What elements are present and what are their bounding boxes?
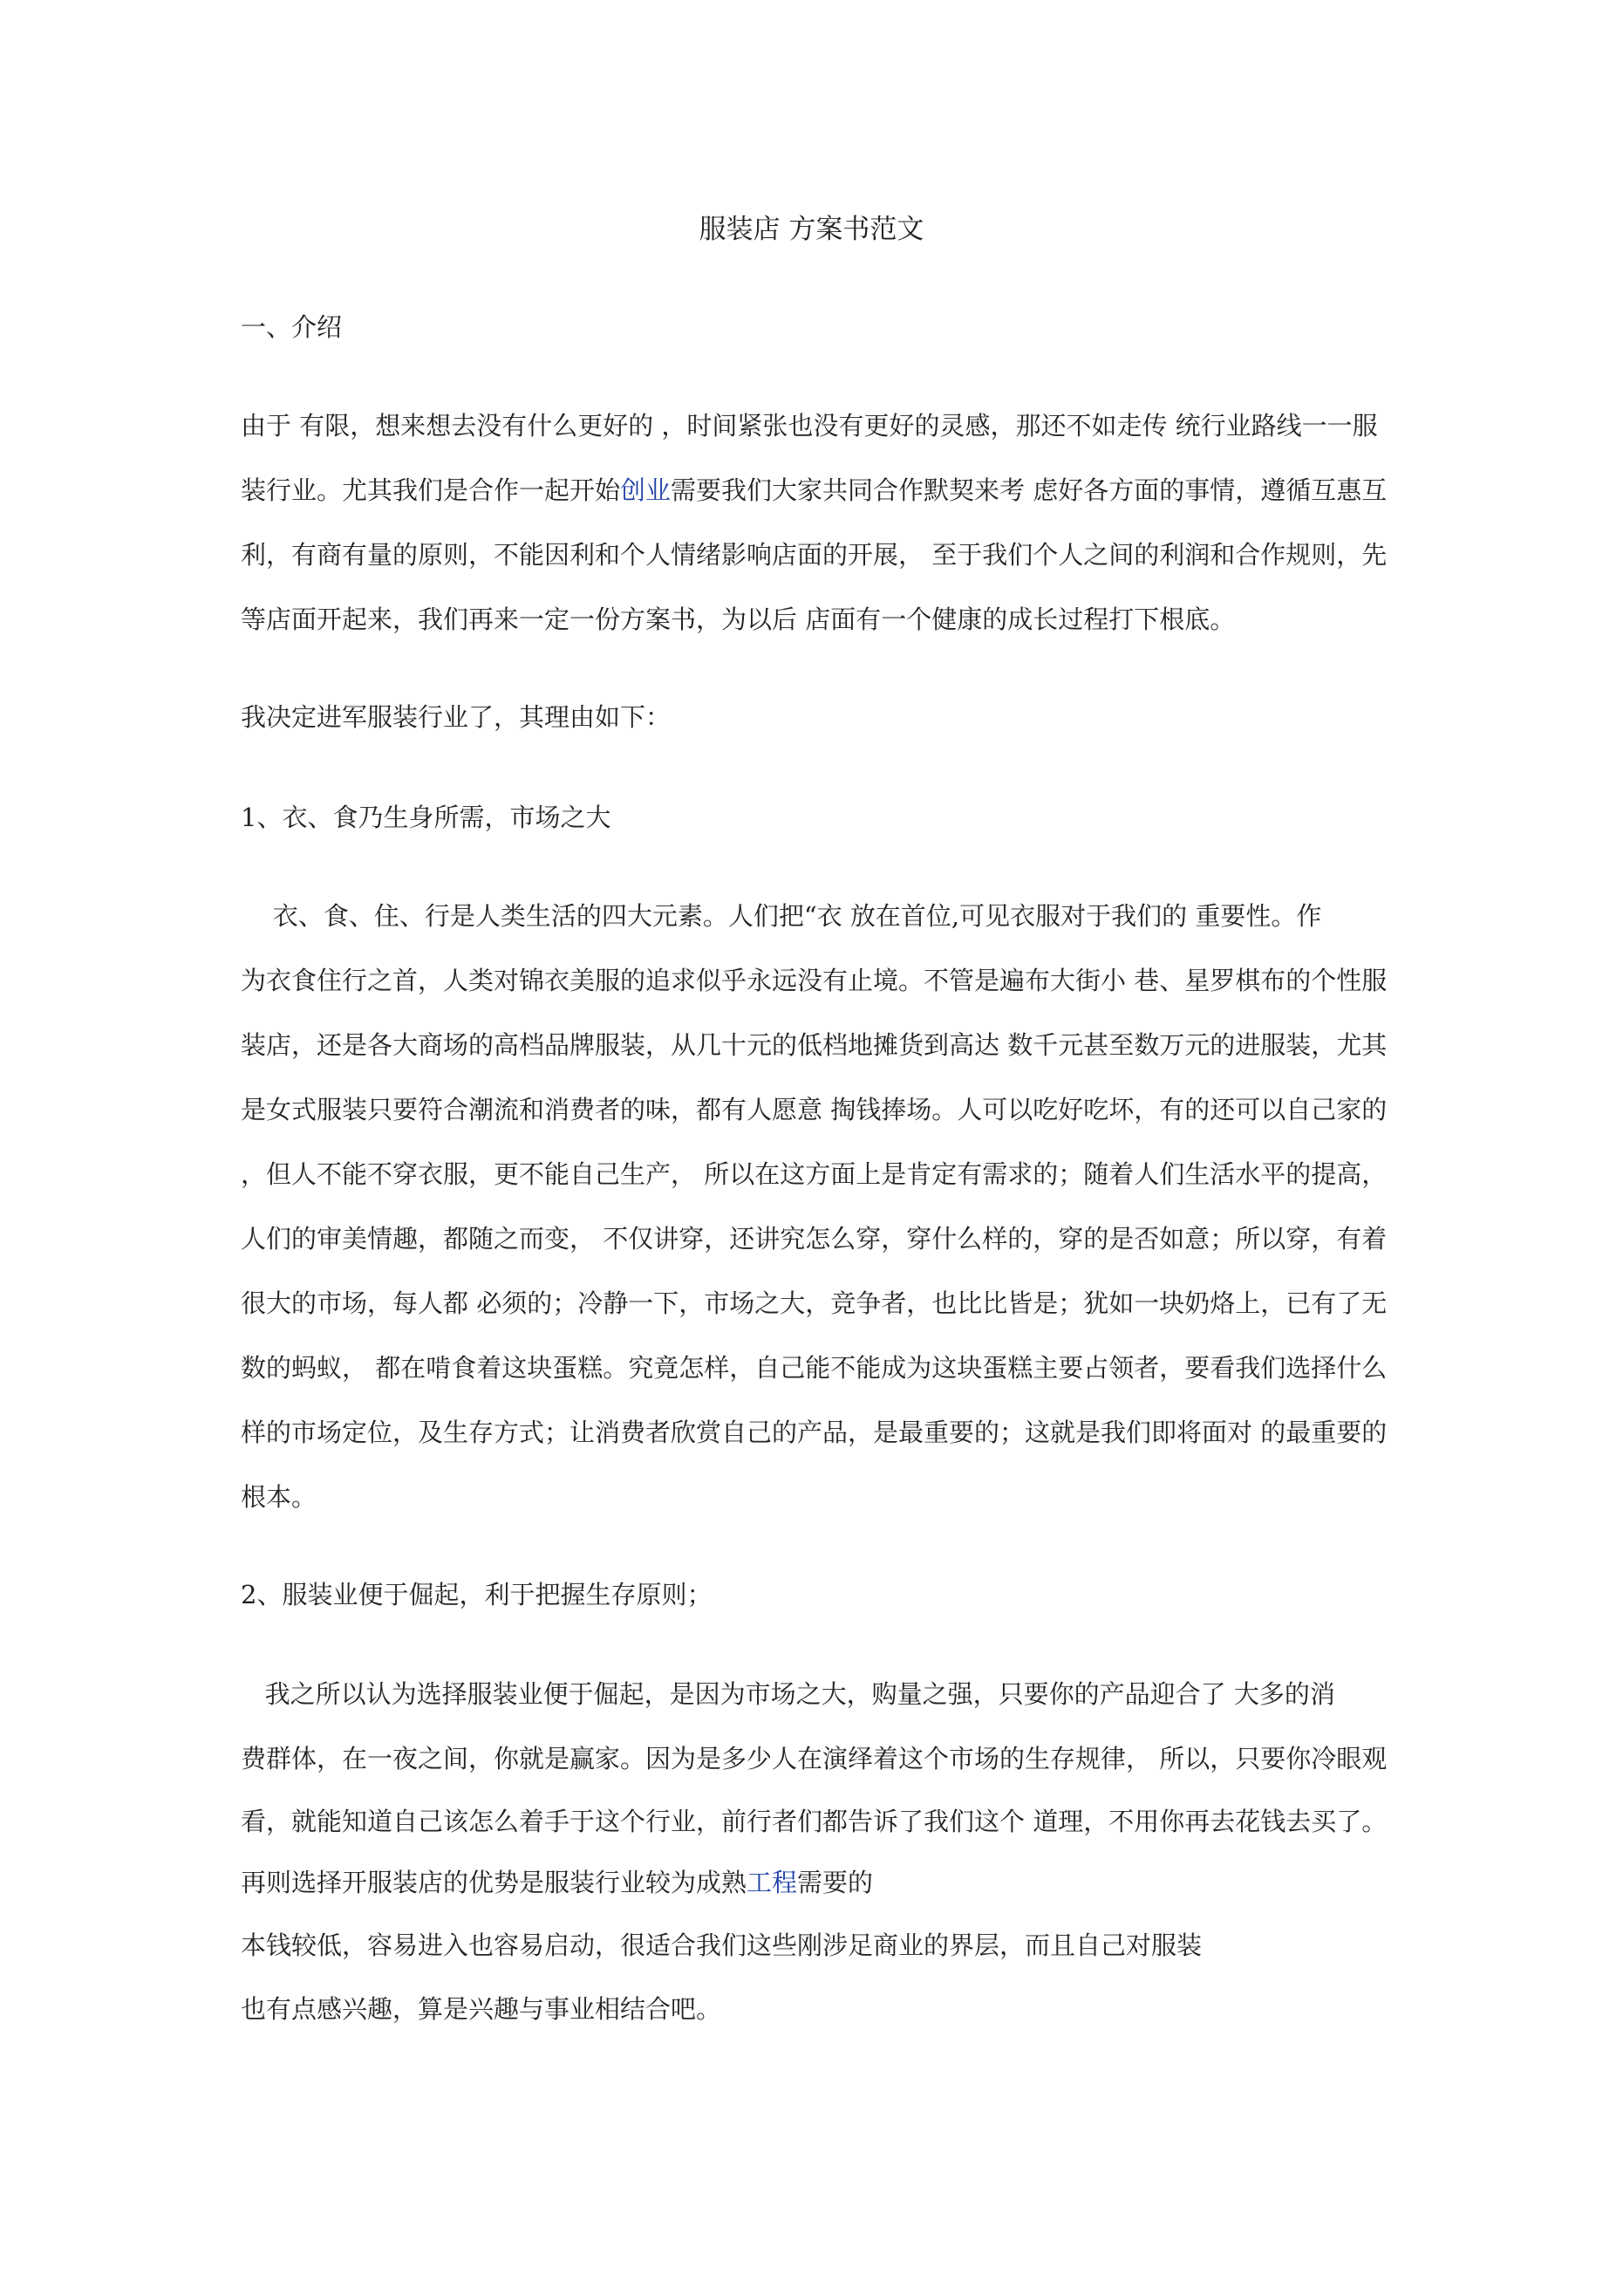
paragraph-line: 人们的审美情趣，都随之而变， 不仅讲穿，还讲究怎么穿，穿什么样的，穿的是否如意；所以穿，有着: [241, 1224, 1388, 1254]
paragraph-line: 我之所以认为选择服装业便于倔起，是因为市场之大，购量之强，只要你的产品迎合了 大多的消: [241, 1679, 1335, 1709]
paragraph-line: 费群体，在一夜之间，你就是赢家。因为是多少人在演绎着这个市场的生存规律， 所以，只要你冷眼观: [241, 1744, 1388, 1773]
paragraph-line: [241, 473, 1387, 508]
paragraph-line: 看，就能知道自己该怎么着手于这个行业，前行者们都告诉了我们这个 道理，不用你再去花钱去买了。: [241, 1807, 1388, 1836]
paragraph-line: 也有点感兴趣，算是兴趣与事业相结合吧。: [241, 1994, 722, 2024]
paragraph-line: 装店，还是各大商场的高档品牌服装，从几十元的低档地摊货到高达 数千元甚至数万元的进服装，尤其: [241, 1030, 1388, 1060]
paragraph-line: 由于 有限，想来想去没有什么更好的 ，时间紧张也没有更好的灵感，那还不如走传 统行业路线一一服: [241, 411, 1378, 441]
text-segment: 需要我们大家共同合作默契来考 虑好各方面的事情，遵循互惠互: [671, 475, 1388, 505]
paragraph-line: 样的市场定位，及生存方式；让消费者欣赏自己的产品，是最重要的；这就是我们即将面对 的最重要的: [241, 1418, 1388, 1447]
paragraph-line: 为衣食住行之首，人类对锦衣美服的追求似乎永远没有止境。不管是遍布大街小 巷、星罗棋布的个性服: [241, 966, 1388, 995]
text-segment: 需要的: [797, 1868, 874, 1897]
paragraph-line: 很大的市场，每人都 必须的；冷静一下，市场之大，竞争者，也比比皆是；犹如一块奶烙上，已有了无: [241, 1288, 1388, 1318]
paragraph-line: 衣、食、住、行是人类生活的四大元素。人们把“衣 放在首位,可见衣服对于我们的 重要性。作: [241, 901, 1322, 931]
paragraph-line: [241, 1865, 873, 1900]
project-link[interactable]: 工程: [747, 1868, 798, 1897]
document-title: 服装店 方案书范文: [699, 214, 924, 245]
section-heading-growth: 2、服装业便于倔起，利于把握生存原则；: [241, 1580, 713, 1609]
section-heading-intro: 一、介绍: [241, 312, 343, 342]
section-heading-market: 1、衣、食乃生身所需，市场之大: [241, 803, 611, 832]
paragraph-line: 是女式服装只要符合潮流和消费者的味，都有人愿意 掏钱捧场。人可以吃好吃坏，有的还可以自己家的: [241, 1095, 1388, 1124]
text-segment: 装行业。尤其我们是合作一起开始: [241, 475, 621, 505]
paragraph-line: 利，有商有量的原则，不能因利和个人情绪影响店面的开展， 至于我们个人之间的利润和合作规则，先: [241, 540, 1388, 570]
text-segment: 再则选择开服装店的优势是服装行业较为成熟: [241, 1868, 747, 1897]
paragraph-line: 根本。: [241, 1482, 317, 1512]
paragraph-line: 本钱较低，容易进入也容易启动，很适合我们这些刚涉足商业的界层，而且自己对服装: [241, 1930, 1203, 1960]
paragraph-line: 我决定进军服装行业了，其理由如下：: [241, 702, 672, 732]
paragraph-line: 数的蚂蚁， 都在啃食着这块蛋糕。究竟怎样，自己能不能成为这块蛋糕主要占领者，要看我们选择什么: [241, 1353, 1388, 1383]
paragraph-line: ，但人不能不穿衣服，更不能自己生产， 所以在这方面上是肯定有需求的；随着人们生活水平的提高，: [241, 1159, 1388, 1189]
startup-link[interactable]: 创业: [620, 475, 672, 505]
paragraph-line: 等店面开起来，我们再来一定一份方案书，为以后 店面有一个健康的成长过程打下根底。: [241, 605, 1236, 634]
